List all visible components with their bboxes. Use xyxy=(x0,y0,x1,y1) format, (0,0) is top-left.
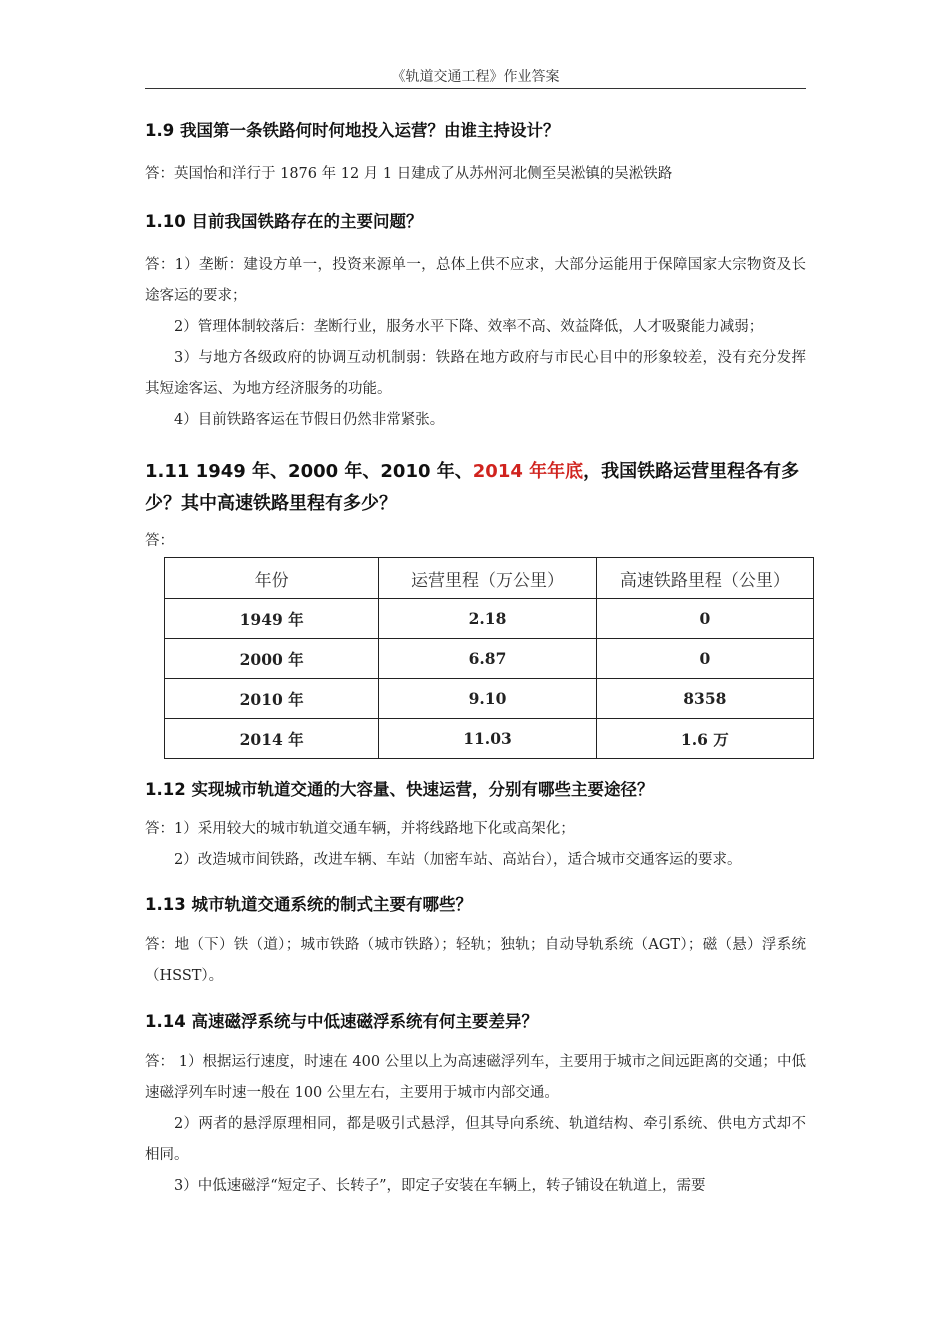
answer-1-12-item-2: 2）改造城市间铁路，改进车辆、车站（加密车站、高站台），适合城市交通客运的要求。 xyxy=(174,852,742,868)
cell-high-speed-mileage: 0 xyxy=(596,639,813,679)
answer-1-10-item-2: 2）管理体制较落后：垄断行业，服务水平下降、效率不高、效益降低，人才吸聚能力减弱； xyxy=(174,319,764,335)
question-1-13: 1.13 城市轨道交通系统的制式主要有哪些？ xyxy=(145,895,472,914)
answer-1-10-item-1: 答：1）垄断：建设方单一，投资来源单一，总体上供不应求，大部分运能用于保障国家大宗物资及长途客运的要求； xyxy=(145,257,806,304)
cell-high-speed-mileage: 1.6 万 xyxy=(596,719,813,759)
header-operating-mileage: 运营里程（万公里） xyxy=(379,558,596,599)
cell-operating-mileage: 6.87 xyxy=(379,639,596,679)
answer-1-14-item-3: 3）中低速磁浮“短定子、长转子”，即定子安装在车辆上，转子铺设在轨道上，需要 xyxy=(174,1178,706,1194)
section-1-12 xyxy=(145,775,806,876)
question-1-12: 1.12 实现城市轨道交通的大容量、快速运营，分别有哪些主要途径？ xyxy=(145,780,654,799)
cell-high-speed-mileage: 8358 xyxy=(596,679,813,719)
cell-operating-mileage: 9.10 xyxy=(379,679,596,719)
cell-year: 2010 年 xyxy=(165,679,379,719)
answer-1-14-item-1: 答： 1）根据运行速度，时速在 400 公里以上为高速磁浮列车，主要用于城市之间远距离的交通；中低速磁浮列车时速一般在 100 公里左右，主要用于城市内部交通。 xyxy=(145,1054,806,1101)
question-1-11-part-1: 1.11 1949 年、2000 年、2010 年、 xyxy=(145,461,473,482)
question-1-14: 1.14 高速磁浮系统与中低速磁浮系统有何主要差异？ xyxy=(145,1012,538,1031)
document-body xyxy=(145,116,806,1202)
section-1-11 xyxy=(145,456,806,759)
cell-high-speed-mileage: 0 xyxy=(596,599,813,639)
question-1-9: 1.9 我国第一条铁路何时何地投入运营？由谁主持设计？ xyxy=(145,121,560,140)
cell-operating-mileage: 11.03 xyxy=(379,719,596,759)
answer-1-14-item-2: 2）两者的悬浮原理相同，都是吸引式悬浮，但其导向系统、轨道结构、牵引系统、供电方式却不相同。 xyxy=(145,1116,806,1163)
answer-1-12-item-1: 答：1）采用较大的城市轨道交通车辆，并将线路地下化或高架化； xyxy=(145,821,575,837)
header-year: 年份 xyxy=(165,558,379,599)
section-1-9 xyxy=(145,116,806,190)
cell-year: 1949 年 xyxy=(165,599,379,639)
table-row xyxy=(165,599,814,639)
table-row xyxy=(165,719,814,759)
cell-year: 2014 年 xyxy=(165,719,379,759)
question-1-11-part-2: ，我国铁路运营里程各有多少？其中高速铁路里程有多少？ xyxy=(145,461,800,514)
answer-1-9: 答：英国怡和洋行于 1876 年 12 月 1 日建成了从苏州河北侧至吴淞镇的吴淞铁路 xyxy=(145,166,673,182)
answer-1-13: 答：地（下）铁（道）；城市铁路（城市铁路）；轻轨；独轨；自动导轨系统（AGT）；磁（悬）浮系统（HSST）。 xyxy=(145,937,806,984)
section-1-14 xyxy=(145,1007,806,1202)
question-1-11 xyxy=(145,456,806,520)
header-divider xyxy=(145,88,806,89)
question-1-11-highlight: 2014 年年底 xyxy=(472,461,584,482)
table-row xyxy=(165,679,814,719)
table-row xyxy=(165,639,814,679)
table-header-row xyxy=(165,558,814,599)
page-header: 《轨道交通工程》作业答案 xyxy=(391,69,560,85)
cell-year: 2000 年 xyxy=(165,639,379,679)
cell-operating-mileage: 2.18 xyxy=(379,599,596,639)
section-1-13 xyxy=(145,890,806,992)
answer-1-11-label: 答： xyxy=(145,533,174,549)
railway-mileage-table xyxy=(164,557,814,759)
answer-1-10-item-4: 4）目前铁路客运在节假日仍然非常紧张。 xyxy=(174,412,445,428)
question-1-10: 1.10 目前我国铁路存在的主要问题？ xyxy=(145,212,423,231)
answer-1-10-item-3: 3）与地方各级政府的协调互动机制弱：铁路在地方政府与市民心目中的形象较差，没有充分发挥其短途客运、为地方经济服务的功能。 xyxy=(145,350,806,397)
section-1-10 xyxy=(145,207,806,436)
header-high-speed-mileage: 高速铁路里程（公里） xyxy=(596,558,813,599)
